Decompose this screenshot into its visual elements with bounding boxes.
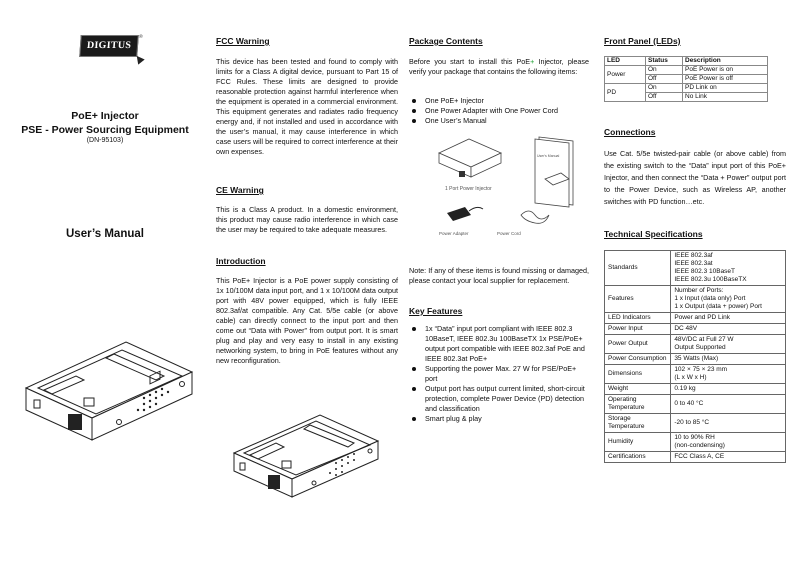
led-status: On: [646, 66, 683, 75]
package-intro-plus: +: [530, 57, 535, 66]
package-heading: Package Contents: [409, 36, 483, 46]
package-item: One User’s Manual: [409, 116, 589, 126]
spec-value: [671, 452, 786, 463]
spec-value-line: 1 x Input (data only) Port: [674, 295, 746, 302]
spec-value: [671, 414, 786, 433]
spec-row: [605, 395, 786, 414]
feature-item: Output port has output current limited, short-circuit protection, complete Power Device (PD) detection and classification: [409, 384, 587, 414]
spec-value: [671, 324, 786, 335]
specs-heading: Technical Specifications: [604, 229, 703, 239]
spec-key: Certifications: [605, 452, 671, 463]
specs-table-body: [605, 251, 786, 463]
led-description: No Link: [683, 93, 768, 102]
led-row: [605, 66, 768, 75]
col-status: Status: [646, 57, 683, 66]
ce-heading: CE Warning: [216, 185, 264, 195]
spec-value-line: Output Supported: [674, 344, 726, 351]
spec-row: [605, 251, 786, 286]
led-row: [605, 84, 768, 93]
spec-value: [671, 251, 786, 286]
spec-key: Storage Temperature: [605, 414, 671, 433]
spec-row: [605, 384, 786, 395]
spec-value-line: 0 to 40 °C: [674, 400, 704, 407]
spec-row: [605, 324, 786, 335]
cover-column: [0, 0, 210, 567]
led-status: Off: [646, 93, 683, 102]
spec-row: [605, 365, 786, 384]
spec-key: Features: [605, 286, 671, 313]
spec-row: [605, 354, 786, 365]
warnings-column: [216, 0, 400, 567]
figure-label-injector: 1 Port Power Injector: [445, 186, 492, 192]
spec-value-line: 0.19 kg: [674, 385, 696, 392]
spec-value-line: DC 48V: [674, 325, 698, 332]
feature-item: Smart plug & play: [409, 414, 587, 424]
spec-value: [671, 335, 786, 354]
spec-row: [605, 335, 786, 354]
led-table: [604, 56, 768, 102]
spec-value: [671, 313, 786, 324]
spec-value-line: FCC Class A, CE: [674, 453, 725, 460]
spec-value-line: (non-condensing): [674, 442, 725, 449]
col-led: LED: [605, 57, 646, 66]
spec-value: [671, 365, 786, 384]
model-number: (DN-95103): [86, 137, 124, 144]
spec-value-line: 1 x Output (data + power) Port: [674, 303, 762, 310]
spec-value-line: IEEE 802.3u 100BaseTX: [674, 276, 747, 283]
led-name: Power: [605, 66, 646, 84]
spec-row: [605, 313, 786, 324]
intro-text: This PoE+ Injector is a PoE power supply consisting of 1x 10/100M data input port, and 1 x 10/100M data output port with 48V power equipped, which is fully IEEE 802.3af/at compatible. Any Cat. 5/5e cable (or above cable) can directly connect to the input port and then come out “Data with Power” from output port. It is smart plug and play and very easy to install in any existing networking system, to bring in PoE features without any new reconfiguration.: [216, 276, 398, 365]
spec-value-line: 102 × 75 × 23 mm: [674, 366, 728, 373]
spec-value: [671, 433, 786, 452]
spec-key: Power Consumption: [605, 354, 671, 365]
figure-label-adapter: Power Adapter: [439, 231, 469, 236]
features-heading: Key Features: [409, 306, 463, 316]
spec-value: [671, 384, 786, 395]
spec-row: [605, 414, 786, 433]
spec-value: [671, 354, 786, 365]
spec-value-line: 10 to 90% RH: [674, 434, 715, 441]
spec-key: Power Output: [605, 335, 671, 354]
package-note: Note: If any of these items is found missing or damaged, please contact your local supplier for replacement.: [409, 266, 589, 285]
connections-text: Use Cat. 5/5e twisted-pair cable (or above cable) from the existing switch to the “Data” input port of this PoE+ Injector, and then connect the “Data + Power” output port to the Power Device, such as Wireless AP, another switches with PD function…etc.: [604, 149, 786, 206]
features-list: [409, 324, 587, 424]
fcc-heading: FCC Warning: [216, 36, 270, 46]
spec-row: [605, 433, 786, 452]
spec-key: Operating Temperature: [605, 395, 671, 414]
spec-value-line: IEEE 802.3at: [674, 260, 713, 267]
led-description: PoE Power is off: [683, 75, 768, 84]
led-status: On: [646, 84, 683, 93]
spec-value-line: (L x W x H): [674, 374, 707, 381]
package-item: One PoE+ Injector: [409, 96, 589, 106]
spec-value-line: -20 to 85 °C: [674, 419, 710, 426]
figure-label-manual: User's Manual: [537, 154, 560, 158]
spec-value-line: 35 Watts (Max): [674, 355, 719, 362]
spec-key: Dimensions: [605, 365, 671, 384]
package-intro-part1: Before you start to install this PoE: [409, 57, 531, 66]
spec-key: Power Input: [605, 324, 671, 335]
digitus-logo: [79, 34, 143, 57]
spec-value: [671, 286, 786, 313]
ce-text: This is a Class A product. In a domestic environment, this product may cause radio interference in which case the user may be required to take adequate measures.: [216, 205, 398, 234]
spec-key: Humidity: [605, 433, 671, 452]
feature-item: 1x “Data” input port compliant with IEEE 802.3 10BaseT, IEEE 802.3u 100BaseTX 1x PSE/PoE+ output port compatible with IEEE 802.3af PoE and IEEE 802.3at PoE+: [409, 324, 587, 364]
product-title: PoE+ Injector: [71, 110, 139, 122]
connections-heading: Connections: [604, 127, 656, 137]
leds-heading: Front Panel (LEDs): [604, 36, 681, 46]
manual-title: User’s Manual: [66, 228, 144, 240]
spec-row: [605, 286, 786, 313]
package-intro-part2: Injector, please verify your package that contains the following items:: [409, 57, 590, 76]
package-item: One Power Adapter with One Power Cord: [409, 106, 589, 116]
led-name: PD: [605, 84, 646, 102]
specs-table: [604, 250, 786, 463]
feature-item: Supporting the power Max. 27 W for PSE/PoE+ port: [409, 364, 587, 384]
spec-value-line: IEEE 802.3 10BaseT: [674, 268, 736, 275]
registered-mark: ®: [138, 34, 143, 40]
spec-key: Weight: [605, 384, 671, 395]
col-description: Description: [683, 57, 768, 66]
spec-value-line: IEEE 802.3af: [674, 252, 713, 259]
spec-key: LED Indicators: [605, 313, 671, 324]
led-status: Off: [646, 75, 683, 84]
intro-heading: Introduction: [216, 256, 266, 266]
figure-label-cord: Power Cord: [497, 231, 521, 236]
led-description: PD Link on: [683, 84, 768, 93]
spec-value-line: 48V/DC at Full 27 W: [674, 336, 734, 343]
spec-row: [605, 452, 786, 463]
led-description: PoE Power is on: [683, 66, 768, 75]
device-illustration-large: [24, 340, 202, 470]
package-intro: [409, 57, 589, 77]
fcc-text: This device has been tested and found to comply with limits for a Class A digital device, pursuant to Part 15 of FCC Rules. These limits are designed to provide reasonable protection against harmful interference when the equipment is operated in a commercial environment. This equipment generates and radiates radio frequency energy and, if not installed and used in accordance with the user’s manual, it may cause interference in which case users will be required to correct interference at their own expenses.: [216, 57, 398, 156]
specs-column: [604, 0, 794, 567]
package-contents-figure: [425, 135, 585, 250]
led-table-header: [605, 57, 768, 66]
spec-key: Standards: [605, 251, 671, 286]
device-illustration-small: [232, 413, 392, 523]
product-subtitle: PSE - Power Sourcing Equipment: [21, 124, 189, 136]
package-column: [409, 0, 589, 567]
package-items: [409, 96, 589, 126]
spec-value-line: Power and PD Link: [674, 314, 730, 321]
spec-value: [671, 395, 786, 414]
spec-value-line: Number of Ports:: [674, 287, 724, 294]
logo-text: DIGITUS: [86, 40, 132, 51]
